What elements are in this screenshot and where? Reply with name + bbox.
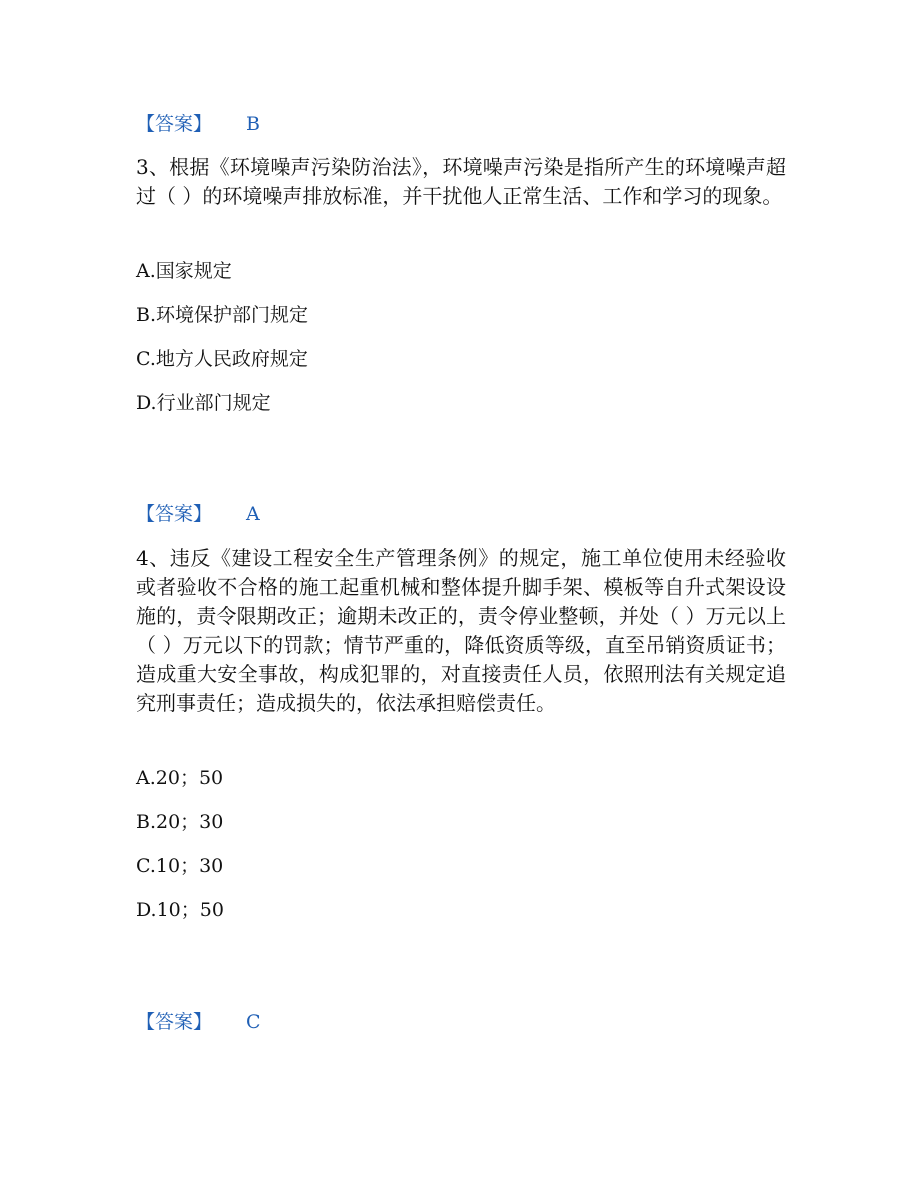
answer-label: 【答案】 [136,1011,213,1033]
question-3-option-a: A.国家规定 [136,260,232,282]
answer-line-prev [136,111,786,137]
question-3-text: 3、根据《环境噪声污染防治法》，环境噪声污染是指所产生的环境噪声超过（ ）的环境噪声排放标准，并干扰他人正常生活、工作和学习的现象。 [136,155,786,208]
question-3-option-b: B.环境保护部门规定 [136,304,309,326]
answer-line-q3 [136,501,786,527]
question-4-text: 4、违反《建设工程安全生产管理条例》的规定，施工单位使用未经验收或者验收不合格的施工起重机械和整体提升脚手架、模板等自升式架设设施的，责令限期改正；逾期未改正的，责令停业整顿，并处（ ）万元以上（ ）万元以下的罚款；情节严重的，降低资质等级，直至吊销资质证书；造成重大安全事故，构成犯罪的，对直接责任人员，依照刑法有关规定追究刑事责任；造成损失的，依法承担赔偿责任。 [136,546,786,715]
question-4-option-c: C.10；30 [136,855,224,877]
question-4-option-a: A.20；50 [136,767,224,789]
answer-label: 【答案】 [136,503,213,525]
question-4-option-b: B.20；30 [136,811,224,833]
answer-value: A [246,503,260,525]
answer-line-q4 [136,1009,786,1035]
question-3-option-d: D.行业部门规定 [136,392,271,414]
question-4-option-d: D.10；50 [136,899,224,921]
answer-value: B [246,113,260,135]
answer-value: C [246,1011,261,1033]
answer-label: 【答案】 [136,113,213,135]
question-3-option-c: C.地方人民政府规定 [136,348,308,370]
